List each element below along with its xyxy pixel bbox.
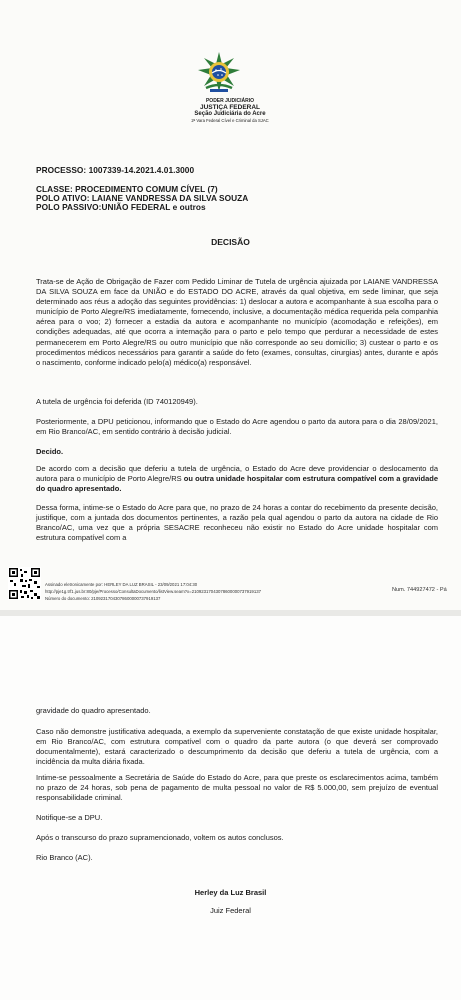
- polo-passivo: POLO PASSIVO:UNIÃO FEDERAL e outros: [36, 202, 206, 212]
- qr-code-icon: [8, 567, 41, 600]
- header-justica-federal: JUSTIÇA FEDERAL: [199, 104, 261, 111]
- signature-url[interactable]: http://pje1g.trf1.jus.br:80/pje/Processo/ConsultaDocumento/listView.seam?x=21092317043078600000737919137: [45, 589, 261, 594]
- paragraph-decisao-bold: ou outra unidade hospitalar com estrutura compatível com a gravidade do quadro apresentado.: [36, 474, 438, 494]
- page-separator: [0, 610, 461, 616]
- header-secao-judiciaria: Seção Judiciária do Acre: [194, 111, 266, 117]
- judge-name: Herley da Luz Brasil: [194, 888, 267, 897]
- paragraph-decisao-tutela: [36, 464, 438, 494]
- paragraph-intimacao: Dessa forma, intime-se o Estado do Acre para que, no prazo de 24 horas a contar do recebimento da presente decisão, justifique, com a juntada dos documentos pertinentes, a razão pela qual agendou o parto da autora na cidade de Rio Branco/AC, uma vez que a própria SESACRE reconheceu não existir no Estado do Acre unidade hospitalar com estrutura compatível com a: [36, 503, 438, 543]
- header-poder-judiciario: PODER JUDICIÁRIO: [205, 98, 255, 104]
- paragraph-relatorio: Trata-se de Ação de Obrigação de Fazer com Pedido Liminar de Tutela de urgência ajuizada por LAIANE VANDRESSA DA SILVA SOUZA em face da UNIÃO e do ESTADO DO ACRE, através da qual objetiva, em sede liminar, que seja determinado aos réus a adoção das seguintes providências: 1) deslocar a autora e acompanhante à sua escolha para o município de Porto Alegre/RS imediatamente, fornecendo, inclusive, a documentação médica requerida pela companhia aérea para o voo; 2) fornecer a estadia da autora e acompanhante no município (acomodação e refeições), em condições adequadas, até que ocorra a internação para o parto e pelo tempo que perdurar a necessidade de estes permanecerem em Porto Alegre/RS ou outro município que não corresponde ao seu domicílio; 3) custear o parto e os procedimentos médicos necessários para garantir a saúde do feto (exames, consultas, cirurgias) antes, durante e após o nascimento, conforme indicado pelo(a) médico(a) responsável.: [36, 277, 438, 367]
- polo-ativo: POLO ATIVO: LAIANE VANDRESSA DA SILVA SOUZA: [36, 193, 249, 203]
- paragraph-gravidade: gravidade do quadro apresentado.: [36, 706, 151, 715]
- document-page-2: [0, 612, 461, 1000]
- classe: CLASSE: PROCEDIMENTO COMUM CÍVEL (7): [36, 184, 218, 194]
- document-title: DECISÃO: [211, 237, 250, 247]
- paragraph-notifique: Notifique-se a DPU.: [36, 813, 103, 822]
- paragraph-local: Rio Branco (AC).: [36, 853, 93, 862]
- paragraph-justificativa: Caso não demonstre justificativa adequada, a exemplo da superveniente constatação de que existe unidade hospitalar, em Rio Branco/AC, com estrutura compatível com o quadro da parte autora (o que deverá ser comprovado documentalmente), estará caracterizado o descumprimento da decisão que deferiu a tutela de urgência, com a incidência da multa diária fixada.: [36, 727, 438, 767]
- signature-assinado: Assinado eletronicamente por: HERLEY DA LUZ BRASIL - 23/09/2021 17:04:30: [45, 582, 198, 587]
- judge-role: Juiz Federal: [210, 906, 251, 915]
- signature-document-number: Número do documento: 21092317043078600000737919137: [45, 596, 161, 601]
- processo-number: PROCESSO: 1007339-14.2021.4.01.3000: [36, 165, 195, 175]
- paragraph-decido: Decido.: [36, 447, 64, 456]
- brasao-coat-of-arms-icon: [196, 50, 242, 96]
- paragraph-dpu: Posteriormente, a DPU peticionou, informando que o Estado do Acre agendou o parto da autora para o dia 28/09/2021, em Rio Branco/AC, em sentido contrário à decisão judicial.: [36, 417, 438, 437]
- page-number-label: Num. 744927472 - Pá: [392, 587, 447, 593]
- paragraph-transcurso: Após o transcurso do prazo supramencionado, voltem os autos conclusos.: [36, 833, 284, 842]
- paragraph-intimacao-secretaria: Intime-se pessoalmente a Secretária de Saúde do Estado do Acre, para que preste os esclarecimentos acima, também no prazo de 24 horas, sob pena de pagamento de multa pessoal no valor de R$ 5.000,00, sem prejuízo de eventual responsabilidade criminal.: [36, 773, 438, 803]
- paragraph-tutela: A tutela de urgência foi deferida (ID 740120949).: [36, 397, 198, 406]
- header-vara: 2ª Vara Federal Cível e Criminal da SJAC: [191, 118, 269, 123]
- paragraph-decisao-text: De acordo com a decisão que deferiu a tutela de urgência, o Estado do Acre deve providenciar o deslocamento da autora para o município de Porto Alegre/RS: [36, 464, 438, 484]
